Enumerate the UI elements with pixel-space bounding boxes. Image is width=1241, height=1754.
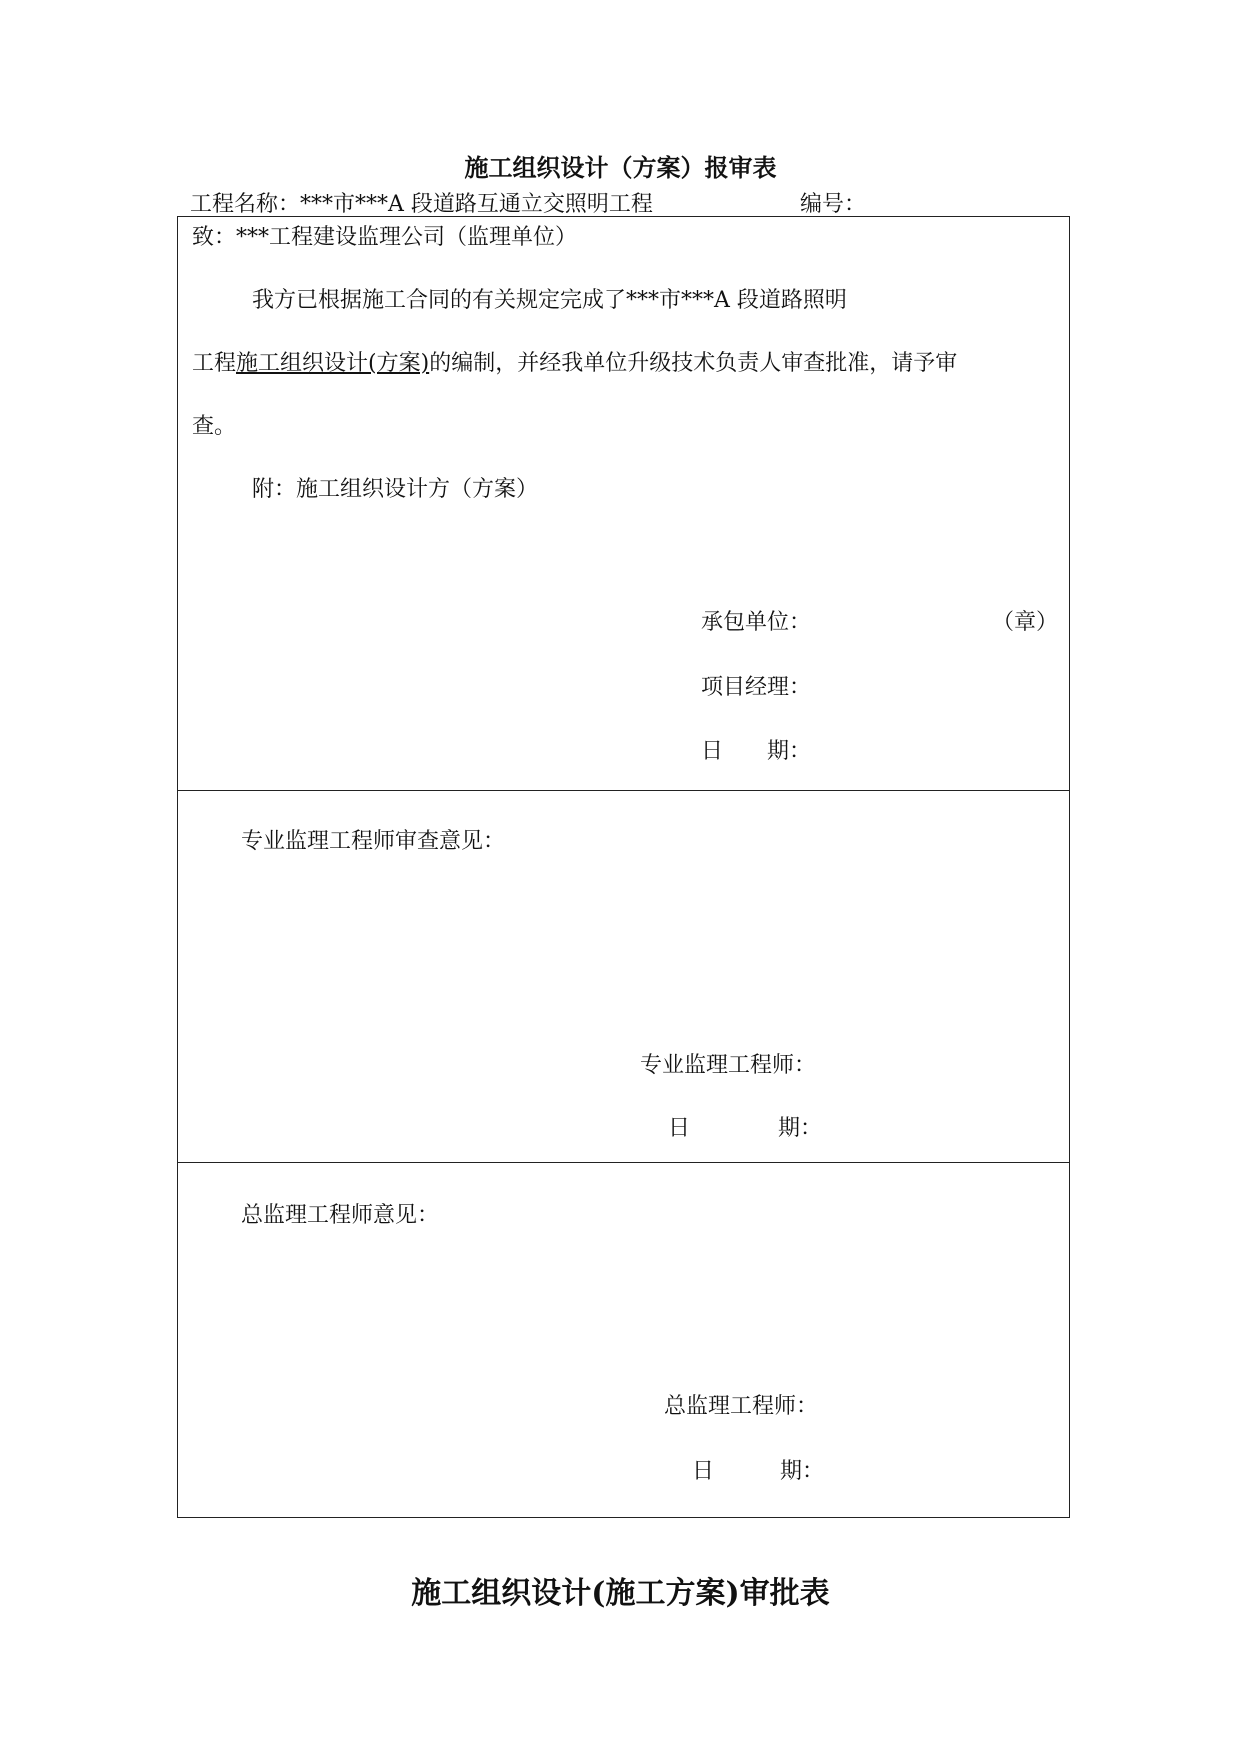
specialist-opinion-label: 专业监理工程师审查意见：: [241, 829, 506, 854]
section-divider-1: [178, 790, 1069, 791]
date-label-2: 日 期：: [668, 1116, 823, 1141]
next-form-title: 施工组织设计(施工方案)审批表: [411, 1576, 830, 1611]
specialist-signer-label: 专业监理工程师：: [640, 1053, 817, 1078]
page-title: 施工组织设计（方案）报审表: [464, 153, 777, 182]
date-label-1: 日 期：: [701, 739, 812, 764]
form-table: [177, 216, 1070, 1518]
attachment-line: 附：施工组织设计方（方案）: [252, 477, 539, 502]
paragraph-line-2-underlined: 施工组织设计(方案): [236, 351, 430, 376]
date-label-3: 日 期：: [692, 1459, 825, 1484]
seal-label: （章）: [992, 610, 1059, 635]
project-manager-label: 项目经理：: [701, 675, 812, 700]
paragraph-line-1: 我方已根据施工合同的有关规定完成了***市***A 段道路照明: [252, 288, 847, 313]
paragraph-line-2: [192, 349, 957, 379]
code-label: 编号：: [800, 192, 867, 217]
addressee-line: 致：***工程建设监理公司（监理单位）: [192, 225, 578, 250]
section-divider-2: [178, 1162, 1069, 1163]
project-name: 工程名称：***市***A 段道路互通立交照明工程: [190, 192, 653, 217]
contractor-label: 承包单位：: [701, 610, 812, 635]
paragraph-line-2-post: 的编制，并经我单位升级技术负责人审查批准，请予审: [429, 351, 958, 376]
paragraph-line-2-pre: 工程: [192, 351, 237, 376]
chief-signer-label: 总监理工程师：: [664, 1394, 819, 1419]
paragraph-line-3: 查。: [192, 414, 237, 439]
chief-opinion-label: 总监理工程师意见：: [241, 1203, 440, 1228]
